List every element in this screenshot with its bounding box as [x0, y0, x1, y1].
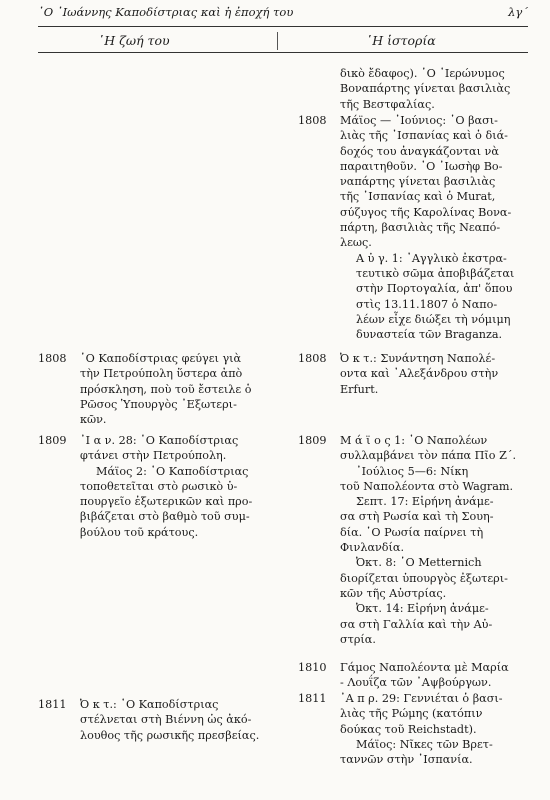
entry-year: 1809 [38, 434, 67, 447]
entry-text: Γάμος Ναπολέοντα μὲ Μαρία - Λουΐζα τῶν ᾿Αψβούργων. [340, 661, 509, 690]
entry-year: 1808 [298, 114, 327, 127]
column-headings [38, 33, 528, 51]
entry-text: Μάϊος — ᾿Ιούνιος: ῾Ο βασι- λιὰς τῆς ᾿Ισπανίας καὶ ὁ διά- δοχός του ἀναγκάζονται νὰ παραιτηθοῦν. ῾Ο ᾿Ιωσὴφ Βο- ναπάρτης γίνεται βασιλιὰς τῆς ᾿Ισπανίας καὶ ὁ Murat, σύζυγος τῆς Καρολίνας Βονα- πάρτη, βασιλιὰς τῆς Νεαπό- λεως. Α ὐ γ. 1: ᾿Αγγλικὸ ἐκστρα- τευτικὸ σῶμα ἀποβιβάζεται στὴν Πορτογαλία, ἀπ' ὅπου στὶς 13.11.1807 ὁ Ναπο- λέων εἶχε διώξει τὴ νόμιμη δυναστεία τῶν Braganza. [340, 114, 515, 342]
entry-text: ῾Ο Καποδίστριας φεύγει γιὰ τὴν Πετρούπολη ὕστερα ἀπὸ πρόσκληση, ποὺ τοῦ ἔστειλε ὁ Ρῶσος Ὑπουργὸς ᾿Εξωτερι- κῶν. [80, 352, 252, 427]
sub-entry-oct-14: Ὀκτ. 14: Εἰρήνη ἀνάμε- [356, 602, 489, 616]
sub-entry-oct-8: Ὀκτ. 8: ῾Ο Metternich [356, 556, 482, 570]
entry-year: 1809 [298, 434, 327, 447]
running-title: ῾Ο ᾿Ιωάννης Καποδίστριας καὶ ἡ ἐποχή του [38, 5, 294, 19]
page-number: λγ´ [508, 5, 528, 19]
header-rule [38, 26, 528, 27]
column-divider [277, 32, 278, 50]
entry-year: 1810 [298, 661, 327, 674]
sub-entry-may: Μάϊος: Νῖκες τῶν Βρετ- [356, 737, 493, 751]
entry-text: ᾿Α π ρ. 29: Γεννιέται ὁ βασι- λιὰς τῆς Ρώμης (κατόπιν δούκας τοῦ Reichstadt). Μάϊος: Νῖκες τῶν Βρετ- ταννῶν στὴν ᾿Ισπανία. [340, 692, 503, 767]
column-heading-rule [38, 52, 528, 53]
entry-year: 1811 [298, 692, 327, 705]
entry-year: 1808 [38, 352, 67, 365]
entry-text: Ὀ κ τ.: ῾Ο Καποδίστριας στέλνεται στὴ Βιέννη ὡς ἀκό- λουθος τῆς ρωσικῆς πρεσβείας. [80, 698, 260, 742]
sub-entry-aug: Α ὐ γ. 1: ᾿Αγγλικὸ ἐκστρα- τευτικὸ σῶμα ἀποβιβάζεται στὴν Πορτογαλία, ἀπ' ὅπου στὶς 13.11.1807 ὁ Ναπο- λέων εἶχε διώξει τὴ νόμιμη δυναστεία τῶν Braganza. [356, 251, 515, 342]
left-column-heading: ῾Η ζωή του [98, 33, 170, 48]
sub-entry-may: Μάϊος 2: ῾Ο Καποδίστριας [96, 464, 249, 478]
continuation-text: δικὸ ἔδαφος). ῾Ο ῾Ιερώνυμος Βοναπάρτης γίνεται βασιλιὰς τῆς Βεστφαλίας. [340, 67, 511, 111]
entry-text: Μ ά ϊ ο ς 1: ῾Ο Ναπολέων συλλαμβάνει τὸν πάπα Πῖο Ζ´. ᾿Ιούλιος 5—6: Νίκη τοῦ Ναπολέοντα στὸ Wagram. Σεπτ. 17: Εἰρήνη ἀνάμε- σα στὴ Ρωσία καὶ τὴ Σουη- δία. ῾Ο Ρωσία παίρνει τὴ Φινλανδία. Ὀκτ. 8: ῾Ο Metternich διορίζεται ὑπουργὸς ἐξωτερι- κῶν τῆς Αὐστρίας. Ὀκτ. 14: Εἰρήνη ἀνάμε- σα στὴ Γαλλία καὶ τὴν Αὐ- στρία. [340, 434, 517, 646]
sub-entry-sept: Σεπτ. 17: Εἰρήνη ἀνάμε- [356, 495, 494, 509]
entry-text: ᾿Ι α ν. 28: ῾Ο Καποδίστριας φτάνει στὴν Πετρούπολη. Μάϊος 2: ῾Ο Καποδίστριας τοποθετεῖται στὸ ρωσικὸ ὑ- πουργεῖο ἐξωτερικῶν καὶ προ- βιβάζεται στὸ βαθμὸ τοῦ συμ- βούλου τοῦ κράτους. [80, 434, 253, 539]
entry-year: 1808 [298, 352, 327, 365]
right-column-heading: ῾Η ἱστορία [366, 33, 436, 48]
sub-entry-july: ᾿Ιούλιος 5—6: Νίκη [356, 464, 469, 478]
running-header [38, 5, 528, 21]
entry-year: 1811 [38, 698, 67, 711]
entry-text: Ὀ κ τ.: Συνάντηση Ναπολέ- οντα καὶ ᾿Αλεξάνδρου στὴν Erfurt. [340, 352, 499, 396]
